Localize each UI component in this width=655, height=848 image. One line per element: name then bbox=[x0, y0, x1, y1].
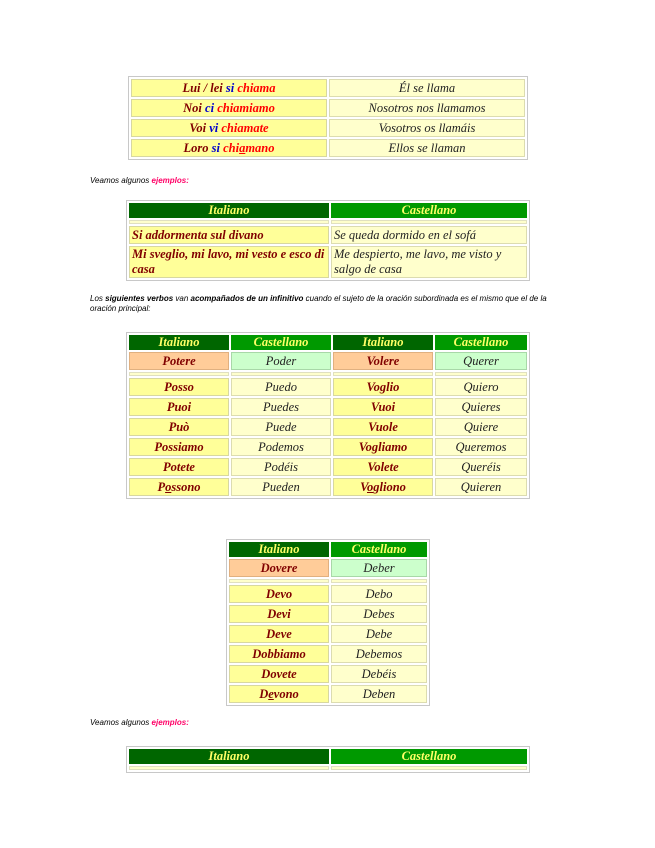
table-header-row bbox=[129, 203, 527, 218]
verbs-intro-text: Los siguientes verbos van acompañados de un infinitivo cuando el sujeto de la oración subordinada es el mismo que el de la oración principal: bbox=[90, 294, 547, 313]
infinitive-spanish: Deber bbox=[331, 559, 427, 577]
spanish-cell: Queréis bbox=[435, 458, 527, 476]
table-row bbox=[129, 226, 527, 244]
italian-cell: Loro si chiamano bbox=[131, 139, 327, 157]
spanish-cell: Puedes bbox=[231, 398, 331, 416]
spanish-cell: Debe bbox=[331, 625, 427, 643]
italian-cell: Vuoi bbox=[333, 398, 433, 416]
table-row bbox=[129, 246, 527, 278]
header-castellano: Castellano bbox=[331, 749, 527, 764]
italian-cell: Deve bbox=[229, 625, 329, 643]
table-row bbox=[229, 665, 427, 683]
italian-cell: Devo bbox=[229, 585, 329, 603]
italian-cell: Dovete bbox=[229, 665, 329, 683]
italian-cell: Voi vi chiamate bbox=[131, 119, 327, 137]
infinitive-row bbox=[229, 559, 427, 577]
italian-cell: Mi sveglio, mi lavo, mi vesto e esco di casa bbox=[129, 246, 329, 278]
examples-intro-text: Veamos algunos ejemplos: bbox=[90, 176, 189, 185]
infinitive-italian: Volere bbox=[333, 352, 433, 370]
spanish-cell: Él se llama bbox=[329, 79, 525, 97]
italian-cell: Vogliono bbox=[333, 478, 433, 496]
examples-intro-text: Veamos algunos ejemplos: bbox=[90, 718, 189, 727]
italian-cell: Volete bbox=[333, 458, 433, 476]
spanish-cell: Se queda dormido en el sofá bbox=[331, 226, 527, 244]
italian-cell: Possiamo bbox=[129, 438, 229, 456]
spanish-cell: Nosotros nos llamamos bbox=[329, 99, 525, 117]
italian-cell: Dobbiamo bbox=[229, 645, 329, 663]
spanish-cell: Quiere bbox=[435, 418, 527, 436]
spanish-cell: Vosotros os llamáis bbox=[329, 119, 525, 137]
italian-cell: Può bbox=[129, 418, 229, 436]
spanish-cell: Pueden bbox=[231, 478, 331, 496]
table-row bbox=[229, 585, 427, 603]
italian-cell: Potete bbox=[129, 458, 229, 476]
header-italiano: Italiano bbox=[129, 749, 329, 764]
dovere-table bbox=[226, 539, 430, 706]
infinitive-spanish: Querer bbox=[435, 352, 527, 370]
infinitive-row bbox=[129, 352, 527, 370]
table-row bbox=[131, 139, 525, 157]
infinitive-spanish: Poder bbox=[231, 352, 331, 370]
italian-cell: Noi ci chiamiamo bbox=[131, 99, 327, 117]
header-castellano: Castellano bbox=[331, 203, 527, 218]
table-row bbox=[131, 99, 525, 117]
spanish-cell: Puede bbox=[231, 418, 331, 436]
infinitive-italian: Dovere bbox=[229, 559, 329, 577]
italian-cell: Possono bbox=[129, 478, 229, 496]
examples-table bbox=[126, 200, 530, 281]
spacer-row bbox=[229, 579, 427, 583]
table-row bbox=[129, 478, 527, 496]
italian-cell: Vogliamo bbox=[333, 438, 433, 456]
italian-cell: Puoi bbox=[129, 398, 229, 416]
italian-cell: Vuole bbox=[333, 418, 433, 436]
header-italiano: Italiano bbox=[333, 335, 433, 350]
italian-cell: Devi bbox=[229, 605, 329, 623]
examples-table-2 bbox=[126, 746, 530, 773]
table-row bbox=[229, 625, 427, 643]
header-italiano: Italiano bbox=[129, 335, 229, 350]
header-castellano: Castellano bbox=[331, 542, 427, 557]
potere-volere-table bbox=[126, 332, 530, 499]
spanish-cell: Debo bbox=[331, 585, 427, 603]
table-row bbox=[129, 458, 527, 476]
spanish-cell: Debes bbox=[331, 605, 427, 623]
spanish-cell: Quieren bbox=[435, 478, 527, 496]
spanish-cell: Debemos bbox=[331, 645, 427, 663]
spanish-cell: Deben bbox=[331, 685, 427, 703]
italian-cell: Devono bbox=[229, 685, 329, 703]
infinitive-italian: Potere bbox=[129, 352, 229, 370]
spanish-cell: Me despierto, me lavo, me visto y salgo de casa bbox=[331, 246, 527, 278]
spanish-cell: Podéis bbox=[231, 458, 331, 476]
italian-cell: Posso bbox=[129, 378, 229, 396]
spanish-cell: Quieres bbox=[435, 398, 527, 416]
spanish-cell: Quiero bbox=[435, 378, 527, 396]
table-row bbox=[129, 378, 527, 396]
header-italiano: Italiano bbox=[229, 542, 329, 557]
table-row bbox=[131, 79, 525, 97]
spacer-row bbox=[129, 372, 527, 376]
table-row bbox=[129, 418, 527, 436]
table-row bbox=[129, 398, 527, 416]
table-header-row bbox=[129, 335, 527, 350]
reflexive-conjugation-table bbox=[128, 76, 528, 160]
spanish-cell: Ellos se llaman bbox=[329, 139, 525, 157]
spanish-cell: Podemos bbox=[231, 438, 331, 456]
spanish-cell: Queremos bbox=[435, 438, 527, 456]
italian-cell: Si addormenta sul divano bbox=[129, 226, 329, 244]
italian-cell: Voglio bbox=[333, 378, 433, 396]
italian-cell: Lui / lei si chiama bbox=[131, 79, 327, 97]
table-header-row bbox=[229, 542, 427, 557]
spanish-cell: Debéis bbox=[331, 665, 427, 683]
spacer-row bbox=[129, 220, 527, 224]
table-row bbox=[229, 605, 427, 623]
table-header-row bbox=[129, 749, 527, 764]
header-castellano: Castellano bbox=[435, 335, 527, 350]
spacer-row bbox=[129, 766, 527, 770]
table-row bbox=[131, 119, 525, 137]
header-castellano: Castellano bbox=[231, 335, 331, 350]
table-row bbox=[229, 645, 427, 663]
table-row bbox=[129, 438, 527, 456]
header-italiano: Italiano bbox=[129, 203, 329, 218]
table-row bbox=[229, 685, 427, 703]
spanish-cell: Puedo bbox=[231, 378, 331, 396]
